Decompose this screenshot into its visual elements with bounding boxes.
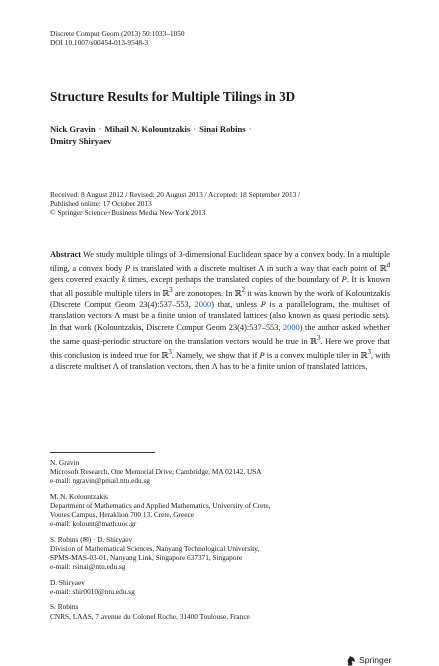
abstract <box>50 249 390 372</box>
abstract-text: it was known by the work of Kolountzakis (Discrete Comput Geom 23(4):537–553, <box>50 289 390 310</box>
math-sup: 3 <box>367 347 371 356</box>
affiliation-line: Microsoft Research, One Memorial Drive, Cambridge, MA 02142, USA <box>50 467 262 477</box>
abstract-text: . Here we prove that this conclusion is indeed true for ℝ <box>50 336 390 360</box>
journal-citation: Discrete Comput Geom (2013) 50:1033–1050 <box>50 29 185 38</box>
author-name: Nick Gravin <box>50 124 96 134</box>
abstract-text: are zonotopes. In ℝ <box>172 289 242 299</box>
author-list <box>50 123 390 147</box>
publication-dates <box>50 190 395 218</box>
journal-header <box>50 29 390 47</box>
math-var: P <box>341 275 347 285</box>
affiliation-block <box>50 492 390 529</box>
math-sup: 3 <box>317 333 321 342</box>
author-name: Mihail N. Kolountzakis <box>104 124 191 134</box>
math-var: P <box>259 350 265 360</box>
affiliation-block <box>50 458 390 486</box>
math-var: P <box>260 300 266 310</box>
abstract-text: is translated with a discrete multiset Λ in such a way that each point of ℝ <box>130 263 387 273</box>
copyright-line: © Springer Science+Business Media New York 2013 <box>50 208 206 218</box>
affiliation-block <box>50 578 390 596</box>
citation-link[interactable]: 2000 <box>283 322 300 332</box>
math-sup: 3 <box>169 286 173 295</box>
affiliation-name: D. Shiryaev <box>50 577 85 587</box>
affiliation-line: Department of Mathematics and Applied Mathematics, University of Crete, <box>50 501 271 510</box>
paper-title: Structure Results for Multiple Tilings in 3D <box>50 89 296 104</box>
footnote-rule <box>50 452 155 453</box>
abstract-text: ) that, unless <box>211 300 261 310</box>
email-line: e-mail: rsinai@ntu.edu.sg <box>50 562 126 572</box>
abstract-text: is a convex multiple tiler in ℝ <box>264 350 368 360</box>
publisher-name: Springer <box>359 655 392 665</box>
abstract-text: gets covered exactly <box>50 275 122 285</box>
author-name: Dmitry Shiryaev <box>50 136 112 146</box>
affiliations <box>50 458 390 627</box>
affiliation-line: Voutes Campus, Heraklion 700 13, Crete, Greece <box>50 510 194 520</box>
publisher-logo <box>346 654 391 666</box>
email-line: e-mail: shir0010@ntu.edu.sg <box>50 587 135 596</box>
received-line: Received: 8 August 2012 / Revised: 20 August 2013 / Accepted: 18 September 2013 / <box>50 190 301 199</box>
abstract-label: Abstract <box>50 250 82 259</box>
affiliation-name: S. Robins <box>50 602 79 612</box>
math-var: k <box>121 275 126 285</box>
math-var: P <box>124 263 131 273</box>
author-name: Sinai Robins <box>199 124 246 134</box>
springer-knight-icon <box>346 655 356 666</box>
affiliation-name: S. Robins (✉) · D. Shiryaev <box>50 534 133 544</box>
abstract-text: , with a discrete multiset Λ of translation vectors, then Λ has to be a finite union of translated lattices, <box>50 350 391 371</box>
author-separator: · <box>248 124 252 134</box>
affiliation-line: SPMS-MAS-03-01, Nanyang Link, Singapore 637371, Singapore <box>50 553 243 563</box>
affiliation-line: CNRS, LAAS, 7 avenue du Colonel Roche, 31400 Toulouse, France <box>50 611 250 621</box>
math-sup: 2 <box>241 286 245 295</box>
affiliation-block <box>50 602 390 620</box>
affiliation-name: N. Gravin <box>50 458 80 467</box>
affiliation-line: Division of Mathematical Sciences, Nanyang Technological University, <box>50 544 260 553</box>
math-sup: 3 <box>168 347 172 356</box>
abstract-text: times, except perhaps the translated copies of the boundary of <box>125 275 342 285</box>
author-separator: · <box>98 124 102 134</box>
email-line: e-mail: kolount@math.uoc.gr <box>50 519 137 529</box>
published-line: Published online: 17 October 2013 <box>50 199 152 209</box>
affiliation-block <box>50 535 390 572</box>
email-line: e-mail: ngravin@pmail.ntu.edu.sg <box>50 476 150 486</box>
abstract-text: ) the author asked whether the same quasi-periodic structure on the translation vectors would be true in ℝ <box>50 322 390 346</box>
math-sup: d <box>386 261 390 270</box>
abstract-text: . It is known that all possible multiple tilers in ℝ <box>50 275 391 299</box>
abstract-text: is a parallelogram, the multiset of translation vectors Λ must be a finite union of translated lattices (also known as quasi periodic sets). In that work (Kolountzakis, Discrete Comput Geom 23(4):537–553, <box>50 300 391 332</box>
doi: DOI 10.1007/s00454-013-9548-3 <box>50 38 149 48</box>
abstract-text: We study multiple tilings of 3-dimensional Euclidean space by a convex body. In a multiple tiling, a convex body <box>50 250 390 273</box>
author-separator: · <box>193 124 197 134</box>
abstract-text: . Namely, we show that if <box>171 350 260 360</box>
affiliation-name: M. N. Kolountzakis <box>50 491 108 501</box>
citation-link[interactable]: 2000 <box>194 300 212 310</box>
